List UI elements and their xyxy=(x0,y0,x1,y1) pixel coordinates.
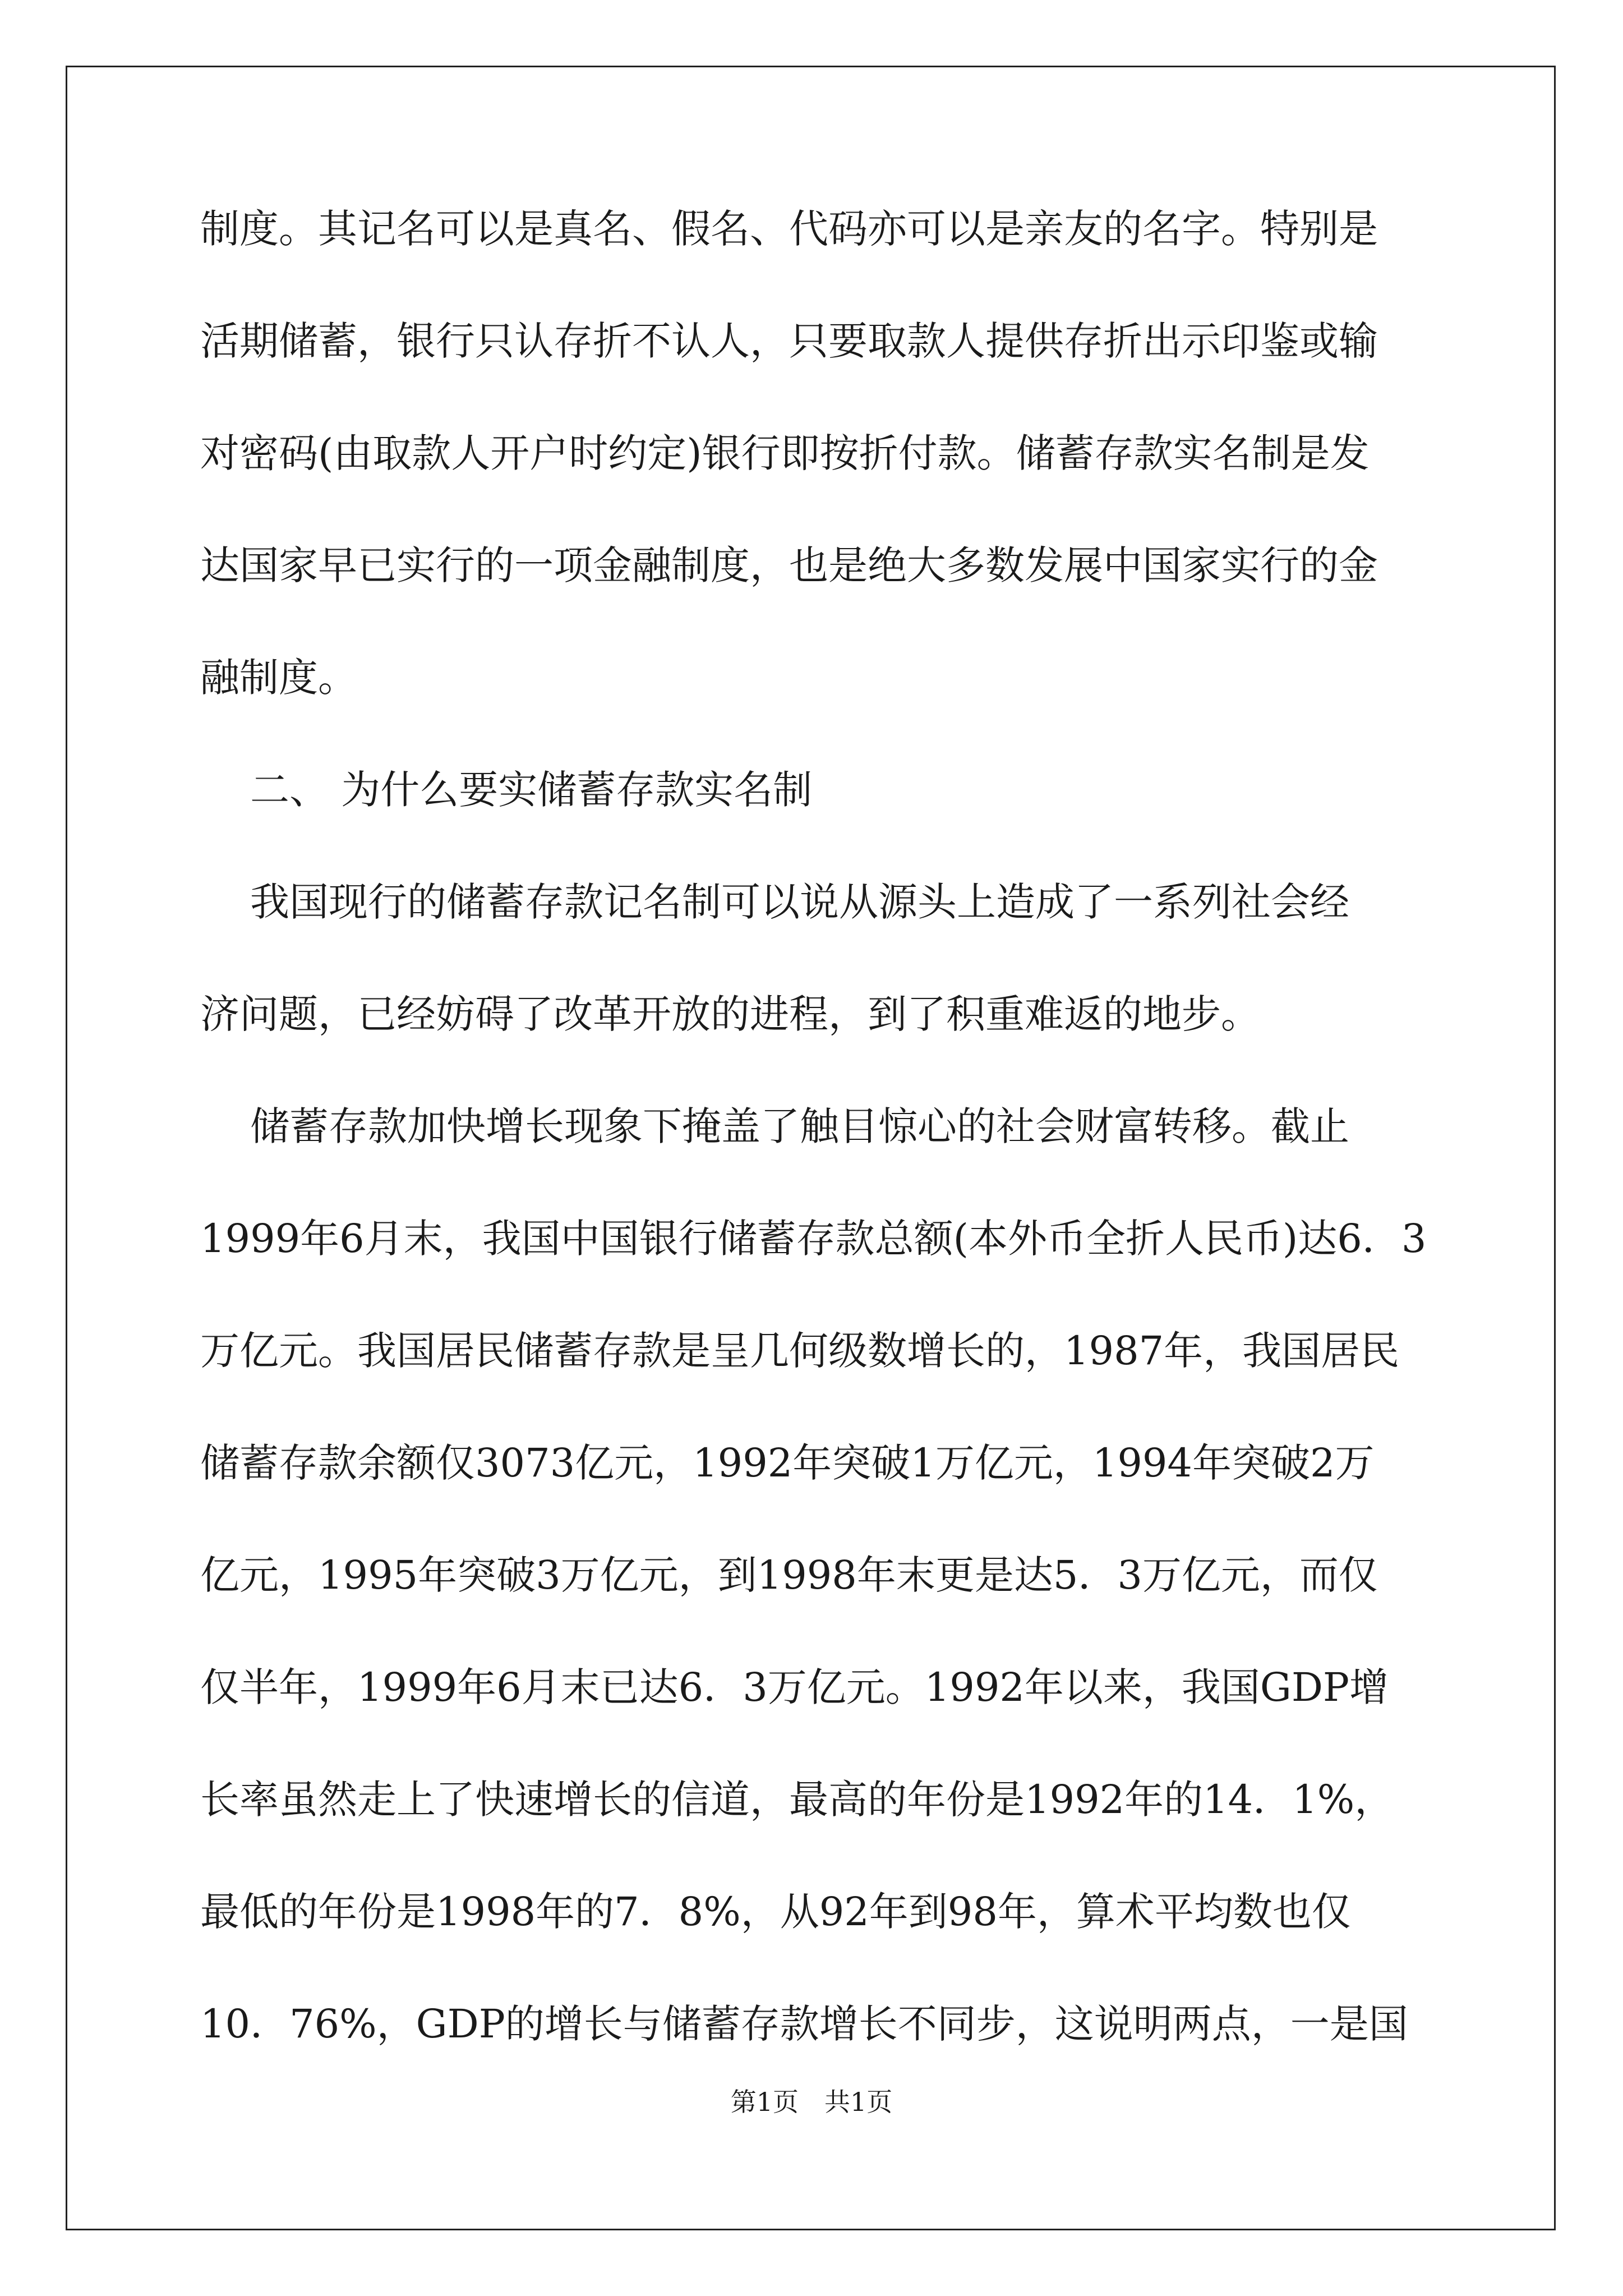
text-line: 济问题，已经妨碍了改革开放的进程，到了积重难返的地步。 xyxy=(200,991,1260,1037)
text-line: 10．76%，GDP的增长与储蓄存款增长不同步，这说明两点，一是国 xyxy=(200,2001,1408,2047)
page-number-footer: 第1页 共1页 xyxy=(730,2087,893,2117)
text-line: 储蓄存款余额仅3073亿元，1992年突破1万亿元，1994年突破2万 xyxy=(200,1440,1375,1486)
text-line: 达国家早已实行的一项金融制度，也是绝大多数发展中国家实行的金 xyxy=(200,542,1378,588)
text-line: 仅半年，1999年6月末已达6．3万亿元。1992年以来，我国GDP增 xyxy=(200,1664,1389,1710)
section-heading: 二、 为什么要实储蓄存款实名制 xyxy=(200,767,813,813)
text-line: 储蓄存款加快增长现象下掩盖了触目惊心的社会财富转移。截止 xyxy=(200,1103,1350,1149)
text-line: 长率虽然走上了快速增长的信道，最高的年份是1992年的14．1%， xyxy=(200,1777,1394,1823)
text-line: 1999年6月末，我国中国银行储蓄存款总额(本外币全折人民币)达6．3 xyxy=(200,1216,1427,1262)
text-line: 万亿元。我国居民储蓄存款是呈几何级数增长的，1987年，我国居民 xyxy=(200,1328,1400,1374)
text-line: 制度。其记名可以是真名、假名、代码亦可以是亲友的名字。特别是 xyxy=(200,206,1378,252)
text-line: 对密码(由取款人开户时约定)银行即按折付款。储蓄存款实名制是发 xyxy=(200,430,1370,476)
text-line: 我国现行的储蓄存款记名制可以说从源头上造成了一系列社会经 xyxy=(200,879,1350,925)
text-line: 融制度。 xyxy=(200,655,357,701)
text-line: 亿元，1995年突破3万亿元，到1998年末更是达5．3万亿元，而仅 xyxy=(200,1552,1378,1598)
text-line: 最低的年份是1998年的7．8%，从92年到98年，算术平均数也仅 xyxy=(200,1889,1351,1935)
text-line: 活期储蓄，银行只认存折不认人，只要取款人提供存折出示印鉴或输 xyxy=(200,318,1378,364)
